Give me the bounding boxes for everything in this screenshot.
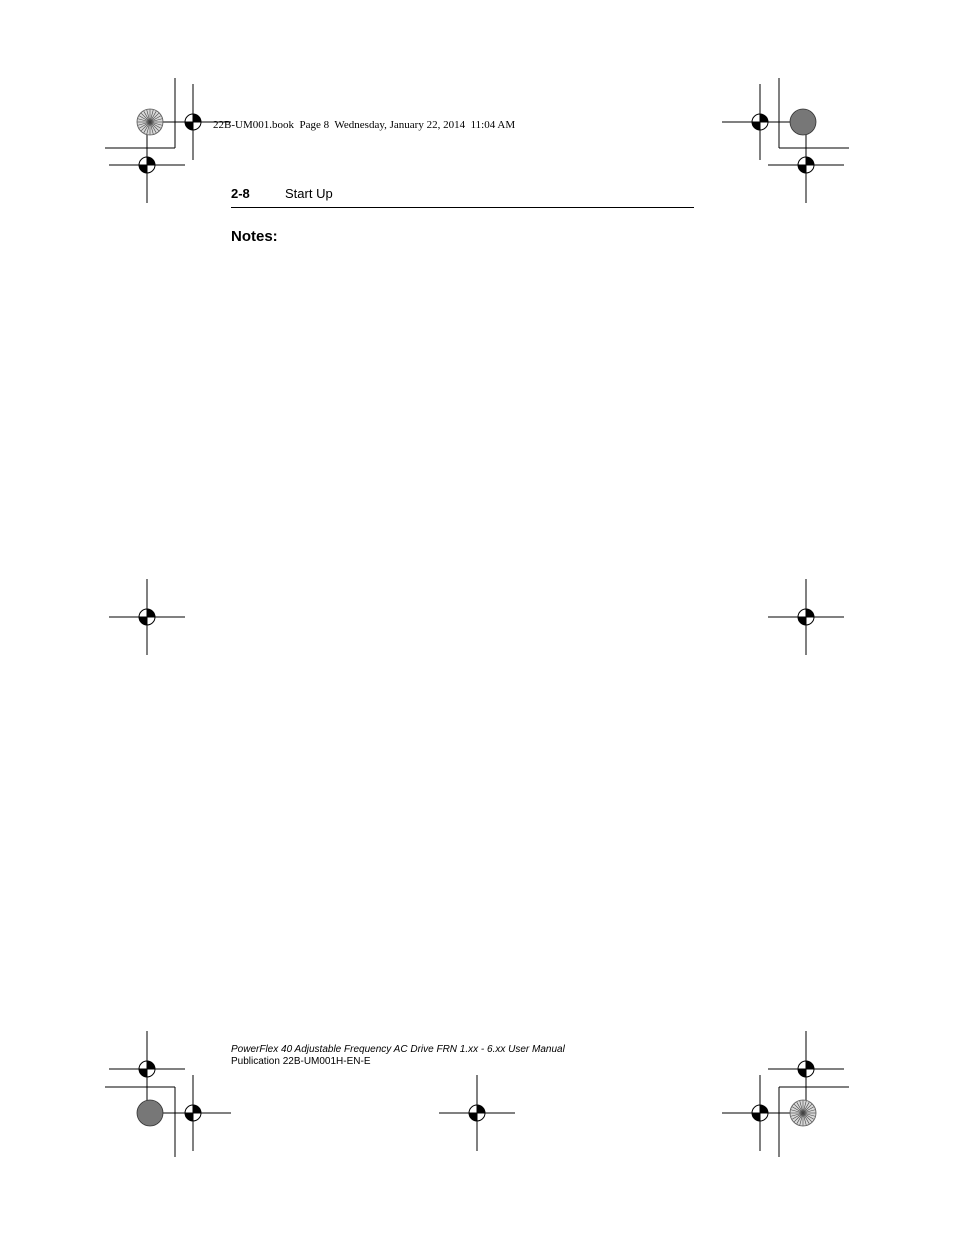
page-footer <box>231 1044 565 1068</box>
chapter-title: Start Up <box>285 186 333 201</box>
crosshair-icon <box>155 1075 231 1151</box>
starburst-icon <box>137 109 163 135</box>
crosshair-icon <box>439 1075 515 1151</box>
notes-heading: Notes: <box>231 228 278 245</box>
crosshair-icon <box>768 579 844 655</box>
crosshair-icon <box>109 579 185 655</box>
publication-number: Publication 22B-UM001H-EN-E <box>231 1056 371 1067</box>
crosshair-icon <box>722 1075 798 1151</box>
starburst-icon <box>790 109 816 135</box>
page-number: 2-8 <box>231 186 250 201</box>
manual-title: PowerFlex 40 Adjustable Frequency AC Drive FRN 1.xx - 6.xx User Manual <box>231 1044 565 1055</box>
running-header <box>231 185 694 203</box>
header-rule <box>231 207 694 208</box>
starburst-icon <box>790 1100 816 1126</box>
crosshair-icon <box>109 127 185 203</box>
crosshair-icon <box>109 1031 185 1107</box>
crosshair-icon <box>722 84 798 160</box>
print-stamp: 22B-UM001.book Page 8 Wednesday, January 22, 2014 11:04 AM <box>213 119 516 131</box>
starburst-icon <box>137 1100 163 1126</box>
